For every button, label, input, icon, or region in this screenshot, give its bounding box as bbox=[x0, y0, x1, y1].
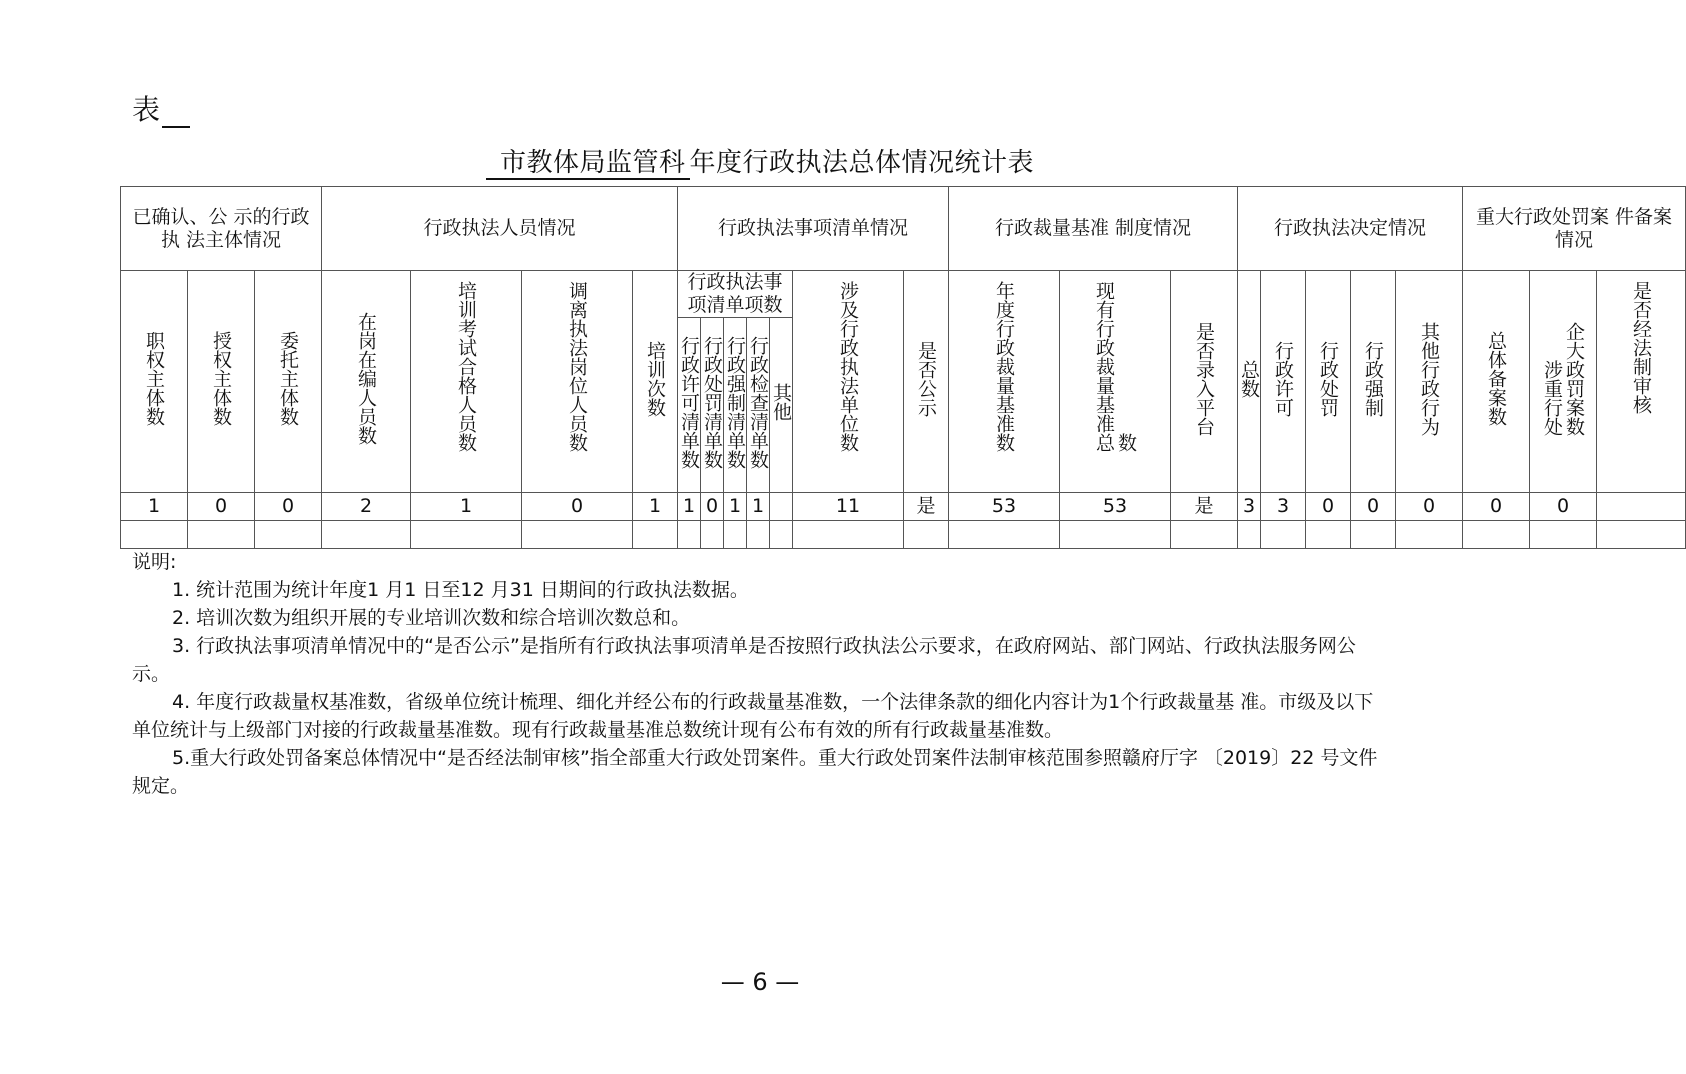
cell: 1 bbox=[411, 493, 522, 521]
col-header: 委托主体数 bbox=[255, 271, 322, 493]
col-header: 现有行政裁量基准总数 bbox=[1060, 271, 1171, 493]
group-discretion: 行政裁量基准 制度情况 bbox=[949, 187, 1238, 271]
cell: 0 bbox=[255, 493, 322, 521]
col-header: 涉重行处企大政罚案数 bbox=[1530, 271, 1597, 493]
cell: 1 bbox=[633, 493, 678, 521]
cell: 0 bbox=[188, 493, 255, 521]
group-decisions: 行政执法决定情况 bbox=[1238, 187, 1463, 271]
col-header: 行政强制 bbox=[1351, 271, 1396, 493]
col-header: 行政处罚清单数 bbox=[701, 318, 724, 493]
title-org: 市教体局监管科 bbox=[486, 148, 686, 180]
page-title bbox=[0, 142, 1520, 179]
group-header-row bbox=[121, 187, 1686, 271]
note-item: 5.重大行政处罚备案总体情况中“是否经法制审核”指全部重大行政处罚案件。重大行政处罚案件法制审核范围参照赣府厅字 〔2019〕22 号文件规定。 bbox=[132, 747, 1378, 797]
col-header: 职权主体数 bbox=[121, 271, 188, 493]
column-header-row bbox=[121, 271, 1686, 318]
cell: 是 bbox=[1171, 493, 1238, 521]
col-header: 调离执法岗位人员数 bbox=[522, 271, 633, 493]
cell: 0 bbox=[1396, 493, 1463, 521]
cell: 1 bbox=[121, 493, 188, 521]
notes-heading: 说明: bbox=[132, 551, 177, 573]
cell: 53 bbox=[1060, 493, 1171, 521]
col-header: 年度行政裁量基准数 bbox=[949, 271, 1060, 493]
cell bbox=[770, 493, 793, 521]
col-header: 是否录入平台 bbox=[1171, 271, 1238, 493]
cell: 3 bbox=[1261, 493, 1306, 521]
col-header: 总数 bbox=[1238, 271, 1261, 493]
col-header: 是否经法制审核 bbox=[1597, 271, 1686, 493]
cell: 0 bbox=[522, 493, 633, 521]
cell bbox=[1597, 493, 1686, 521]
cell: 1 bbox=[678, 493, 701, 521]
note-item: 1. 统计范围为统计年度1 月1 日至12 月31 日期间的行政执法数据。 bbox=[172, 579, 749, 601]
note-item: 3. 行政执法事项清单情况中的“是否公示”是指所有行政执法事项清单是否按照行政执法公示要求，在政府网站、部门网站、行政执法服务网公示。 bbox=[132, 635, 1356, 685]
cell: 1 bbox=[724, 493, 747, 521]
note-item: 4. 年度行政裁量权基准数，省级单位统计梳理、细化并经公布的行政裁量基准数，一个法律条款的细化内容计为1个行政裁量基 准。市级及以下单位统计与上级部门对接的行政裁量基准数。现有行政裁量基准总数统计现有公布有效的所有行政裁量基准数。 bbox=[132, 691, 1374, 741]
group-personnel: 行政执法人员情况 bbox=[322, 187, 678, 271]
data-row bbox=[121, 493, 1686, 521]
col-header: 行政处罚 bbox=[1306, 271, 1351, 493]
col-header: 行政许可清单数 bbox=[678, 318, 701, 493]
col-header: 行政许可 bbox=[1261, 271, 1306, 493]
col-header: 是否公示 bbox=[904, 271, 949, 493]
cell: 1 bbox=[747, 493, 770, 521]
group-item-list: 行政执法事项清单情况 bbox=[678, 187, 949, 271]
col-header: 总体备案数 bbox=[1463, 271, 1530, 493]
cell: 11 bbox=[793, 493, 904, 521]
cell: 0 bbox=[1463, 493, 1530, 521]
cell: 0 bbox=[1530, 493, 1597, 521]
group-major-cases: 重大行政处罚案 件备案情况 bbox=[1463, 187, 1686, 271]
cell: 0 bbox=[1351, 493, 1396, 521]
cell: 3 bbox=[1238, 493, 1261, 521]
cell: 2 bbox=[322, 493, 411, 521]
col-header: 涉及行政执法单位数 bbox=[793, 271, 904, 493]
col-header: 授权主体数 bbox=[188, 271, 255, 493]
cell: 0 bbox=[1306, 493, 1351, 521]
cell: 是 bbox=[904, 493, 949, 521]
subgroup-item-count: 行政执法事 项清单项数 bbox=[678, 271, 793, 318]
col-header: 培训考试合格人员数 bbox=[411, 271, 522, 493]
col-header: 行政强制清单数 bbox=[724, 318, 747, 493]
cell: 53 bbox=[949, 493, 1060, 521]
col-header: 在岗在编人员数 bbox=[322, 271, 411, 493]
statistics-table bbox=[120, 186, 1686, 549]
col-header: 其他行政行为 bbox=[1396, 271, 1463, 493]
notes-section bbox=[132, 548, 1392, 800]
empty-row bbox=[121, 521, 1686, 549]
col-header: 其他 bbox=[770, 318, 793, 493]
cell: 0 bbox=[701, 493, 724, 521]
group-entities: 已确认、公 示的行政执 法主体情况 bbox=[121, 187, 322, 271]
note-item: 2. 培训次数为组织开展的专业培训次数和综合培训次数总和。 bbox=[172, 607, 691, 629]
label-blank bbox=[162, 102, 190, 128]
page-number: — 6 — bbox=[720, 968, 800, 996]
document-label: 表 bbox=[132, 88, 190, 128]
col-header: 行政检查清单数 bbox=[747, 318, 770, 493]
title-rest: 年度行政执法总体情况统计表 bbox=[689, 148, 1035, 178]
col-header: 培训次数 bbox=[633, 271, 678, 493]
